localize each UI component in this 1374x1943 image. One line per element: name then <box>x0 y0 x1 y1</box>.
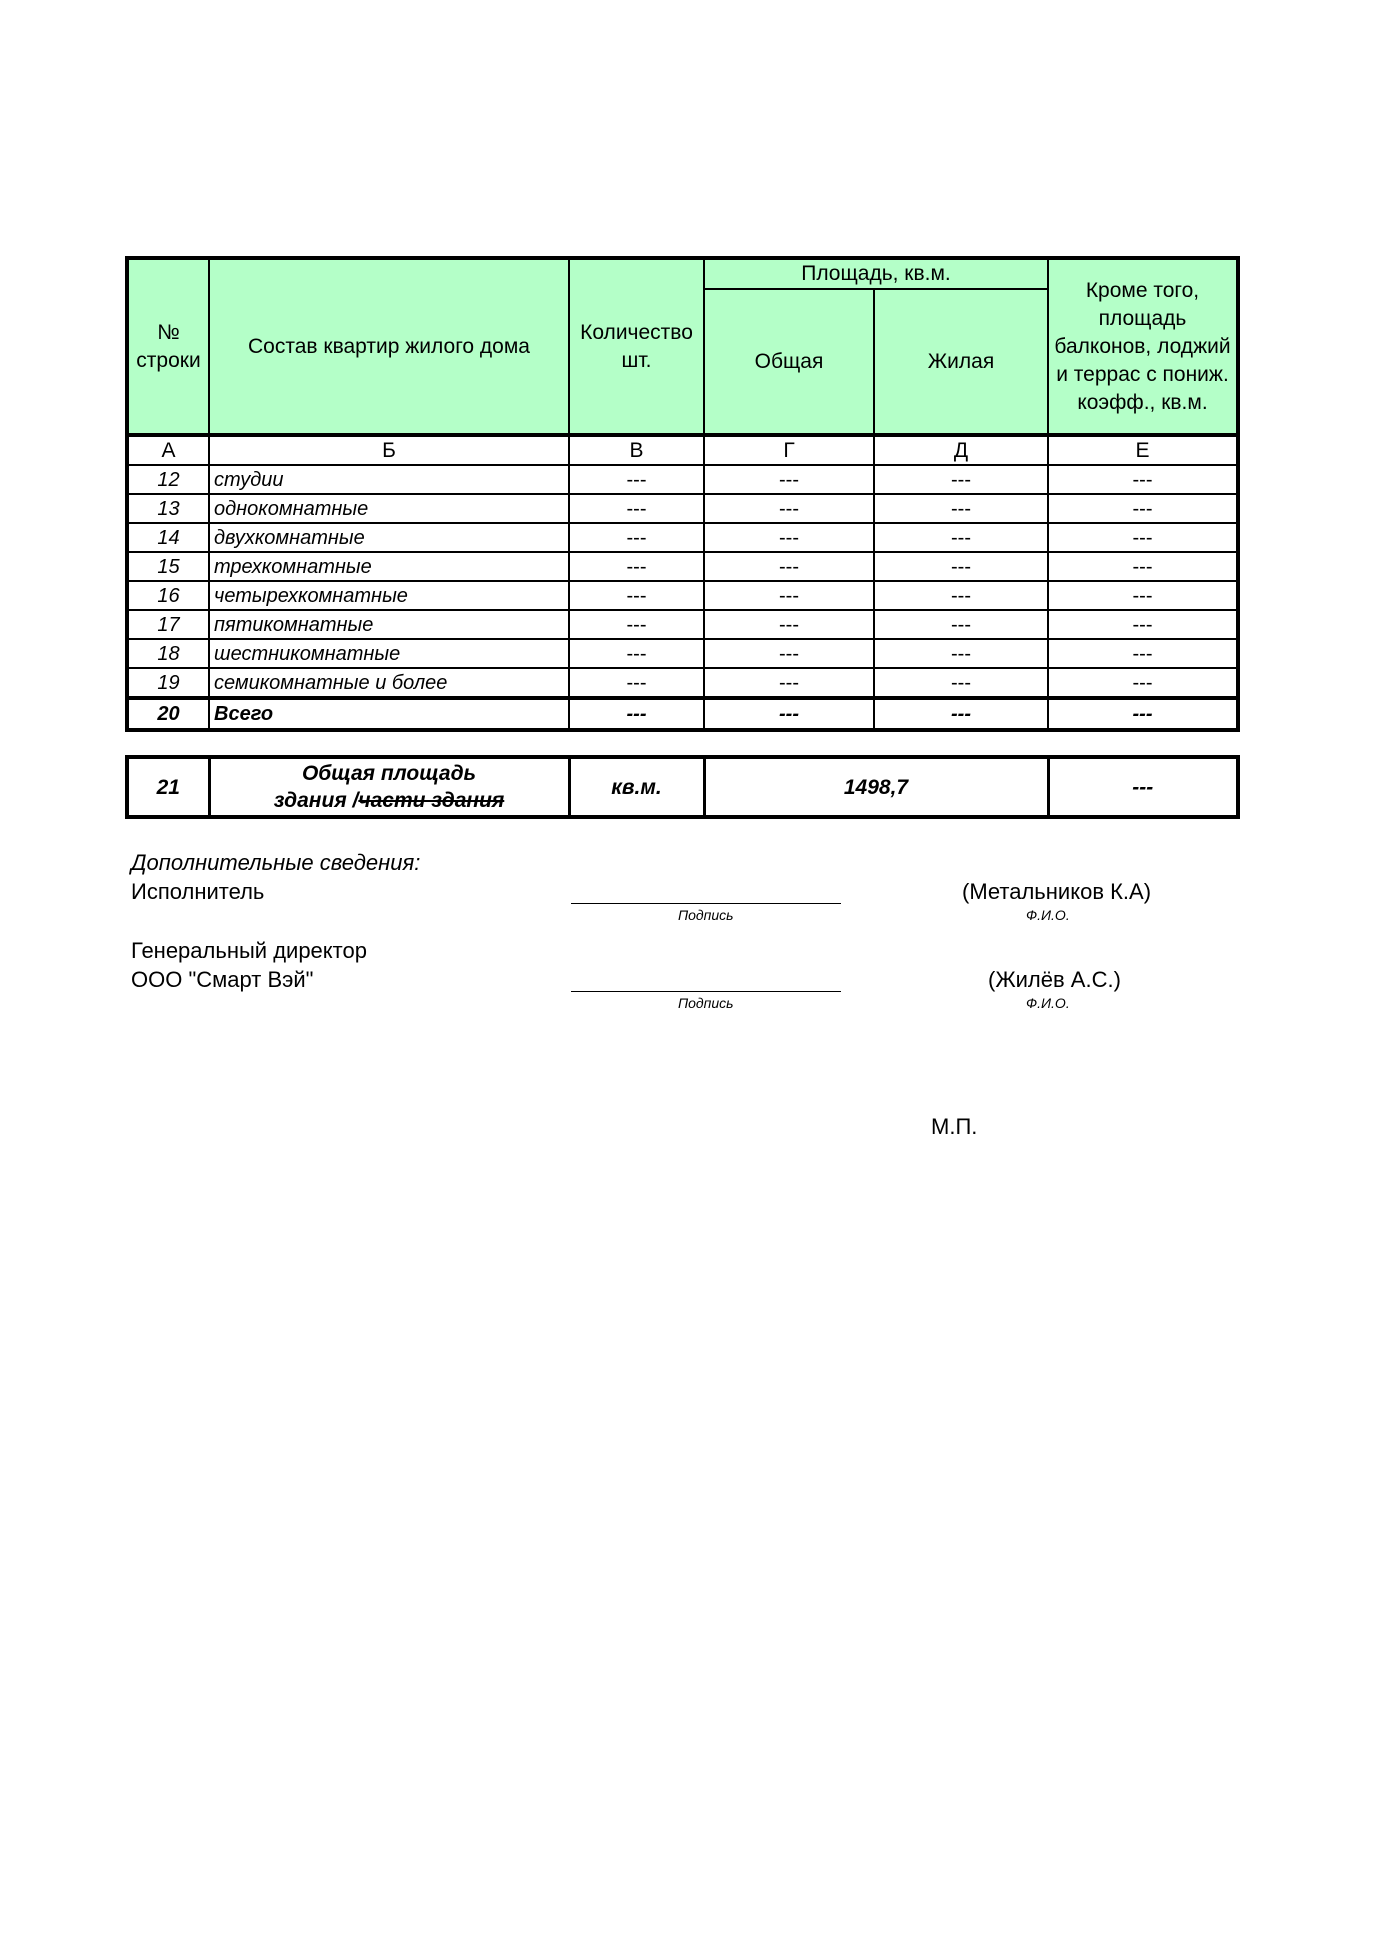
row-extra: --- <box>1048 639 1238 668</box>
row-name: трехкомнатные <box>209 552 569 581</box>
table-row <box>127 610 1238 639</box>
director-title: Генеральный директор <box>131 938 367 963</box>
apartment-composition-table <box>125 256 1240 732</box>
row-number: 14 <box>127 523 209 552</box>
column-letter: Г <box>704 435 874 465</box>
row-area-total: --- <box>704 494 874 523</box>
row-number: 13 <box>127 494 209 523</box>
row-name: шестникомнатные <box>209 639 569 668</box>
table-row <box>127 639 1238 668</box>
row-name: студии <box>209 465 569 494</box>
column-letter: В <box>569 435 704 465</box>
header-area-total: Общая <box>704 289 874 435</box>
area-label-building: здания / <box>273 789 359 812</box>
total-row-name: Всего <box>209 698 569 730</box>
table-row <box>127 465 1238 494</box>
row-area-living: --- <box>874 494 1048 523</box>
additional-info-label: Дополнительные сведения: <box>131 850 421 875</box>
building-area-table <box>125 755 1240 819</box>
row-area-total: --- <box>704 523 874 552</box>
executor-fio-caption: Ф.И.О. <box>1026 907 1070 923</box>
row-name: однокомнатные <box>209 494 569 523</box>
executor-name: (Метальников К.А) <box>962 879 1152 904</box>
row-extra: --- <box>1048 668 1238 698</box>
header-area-group: Площадь, кв.м. <box>704 258 1048 289</box>
row-qty: --- <box>569 552 704 581</box>
row-qty: --- <box>569 523 704 552</box>
row-area-living: --- <box>874 581 1048 610</box>
row-area-living: --- <box>874 465 1048 494</box>
row-extra: --- <box>1048 552 1238 581</box>
row-qty: --- <box>569 639 704 668</box>
row-number: 12 <box>127 465 209 494</box>
area-label-part-struck: части здания <box>358 789 505 812</box>
row-area-total: --- <box>704 610 874 639</box>
table-row <box>127 668 1238 698</box>
table-row <box>127 523 1238 552</box>
executor-signature-line <box>571 903 841 904</box>
area-row-unit: кв.м. <box>569 757 704 817</box>
row-qty: --- <box>569 465 704 494</box>
table-row <box>127 494 1238 523</box>
row-name: семикомнатные и более <box>209 668 569 698</box>
seal-label: М.П. <box>931 1114 978 1139</box>
header-extra-area: Кроме того, площадь балконов, лоджий и террас с пониж. коэфф., кв.м. <box>1048 258 1238 435</box>
area-row-number: 21 <box>127 757 209 817</box>
row-area-living: --- <box>874 552 1048 581</box>
row-area-total: --- <box>704 581 874 610</box>
area-row-label <box>209 757 569 817</box>
header-composition: Состав квартир жилого дома <box>209 258 569 435</box>
row-area-total: --- <box>704 552 874 581</box>
total-row-number: 20 <box>127 698 209 730</box>
row-qty: --- <box>569 668 704 698</box>
row-name: четырехкомнатные <box>209 581 569 610</box>
row-area-total: --- <box>704 465 874 494</box>
row-area-living: --- <box>874 639 1048 668</box>
director-fio-caption: Ф.И.О. <box>1026 995 1070 1011</box>
executor-label: Исполнитель <box>131 879 265 904</box>
row-qty: --- <box>569 610 704 639</box>
row-extra: --- <box>1048 465 1238 494</box>
row-number: 19 <box>127 668 209 698</box>
total-row-qty: --- <box>569 698 704 730</box>
executor-signature-caption: Подпись <box>678 907 734 923</box>
row-qty: --- <box>569 581 704 610</box>
row-number: 17 <box>127 610 209 639</box>
area-row-value: 1498,7 <box>704 757 1048 817</box>
row-area-living: --- <box>874 668 1048 698</box>
row-area-living: --- <box>874 523 1048 552</box>
header-area-living: Жилая <box>874 289 1048 435</box>
column-letters-row <box>127 435 1238 465</box>
header-quantity: Количество шт. <box>569 258 704 435</box>
table-row <box>127 581 1238 610</box>
column-letter: А <box>127 435 209 465</box>
row-number: 16 <box>127 581 209 610</box>
area-row-extra: --- <box>1048 757 1238 817</box>
director-signature-line <box>571 991 841 992</box>
row-area-total: --- <box>704 668 874 698</box>
row-name: двухкомнатные <box>209 523 569 552</box>
total-row-area-total: --- <box>704 698 874 730</box>
row-qty: --- <box>569 494 704 523</box>
total-row-extra: --- <box>1048 698 1238 730</box>
director-name: (Жилёв А.С.) <box>988 967 1121 992</box>
row-area-living: --- <box>874 610 1048 639</box>
column-letter: Д <box>874 435 1048 465</box>
row-number: 18 <box>127 639 209 668</box>
total-row <box>127 698 1238 730</box>
column-letter: Б <box>209 435 569 465</box>
table-row <box>127 552 1238 581</box>
row-extra: --- <box>1048 610 1238 639</box>
row-extra: --- <box>1048 523 1238 552</box>
area-label-line1: Общая площадь <box>301 762 477 785</box>
row-name: пятикомнатные <box>209 610 569 639</box>
director-signature-caption: Подпись <box>678 995 734 1011</box>
header-row-no: № строки <box>127 258 209 435</box>
row-extra: --- <box>1048 494 1238 523</box>
row-area-total: --- <box>704 639 874 668</box>
area-label-line2 <box>211 787 568 814</box>
row-extra: --- <box>1048 581 1238 610</box>
director-company: ООО "Смарт Вэй" <box>131 967 314 992</box>
row-number: 15 <box>127 552 209 581</box>
column-letter: Е <box>1048 435 1238 465</box>
total-row-area-living: --- <box>874 698 1048 730</box>
